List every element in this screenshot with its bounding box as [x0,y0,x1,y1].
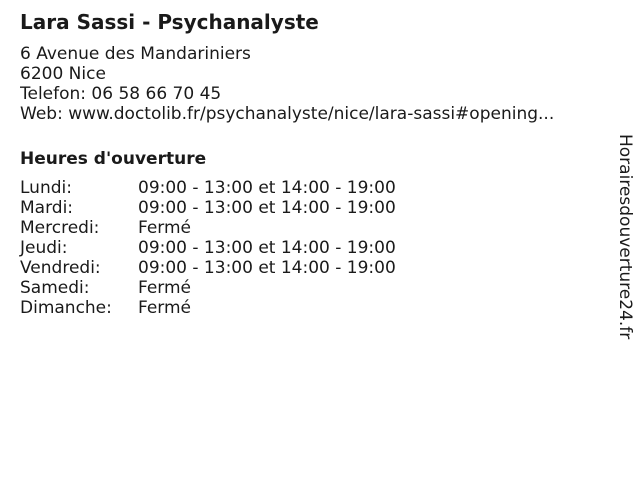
site-brand-label[interactable]: Horairesdouverture24.fr [615,134,635,340]
day-label: Samedi: [20,278,90,298]
hours-row-saturday [20,278,590,298]
time-value: 09:00 - 13:00 et 14:00 - 19:00 [138,198,396,218]
opening-hours-table [20,178,590,318]
day-label: Jeudi: [20,238,68,258]
business-card [20,8,590,318]
time-value: 09:00 - 13:00 et 14:00 - 19:00 [138,238,396,258]
hours-row-wednesday [20,218,590,238]
day-label: Dimanche: [20,298,112,318]
time-value: 09:00 - 13:00 et 14:00 - 19:00 [138,178,396,198]
opening-hours-heading: Heures d'ouverture [20,149,207,169]
business-name: Lara Sassi - Psychanalyste [20,10,319,34]
time-value: Fermé [138,278,192,298]
day-label: Lundi: [20,178,72,198]
hours-row-friday [20,258,590,278]
day-label: Mercredi: [20,218,100,238]
address-city: 6200 Nice [20,64,106,84]
day-label: Mardi: [20,198,74,218]
website-line[interactable]: Web: www.doctolib.fr/psychanalyste/nice/lara-sassi#opening... [20,104,555,124]
address-street: 6 Avenue des Mandariniers [20,44,251,64]
hours-row-thursday [20,238,590,258]
time-value: Fermé [138,218,192,238]
time-value: Fermé [138,298,192,318]
phone-line[interactable]: Telefon: 06 58 66 70 45 [20,84,222,104]
day-label: Vendredi: [20,258,101,278]
hours-row-monday [20,178,590,198]
hours-row-tuesday [20,198,590,218]
time-value: 09:00 - 13:00 et 14:00 - 19:00 [138,258,396,278]
hours-row-sunday [20,298,590,318]
